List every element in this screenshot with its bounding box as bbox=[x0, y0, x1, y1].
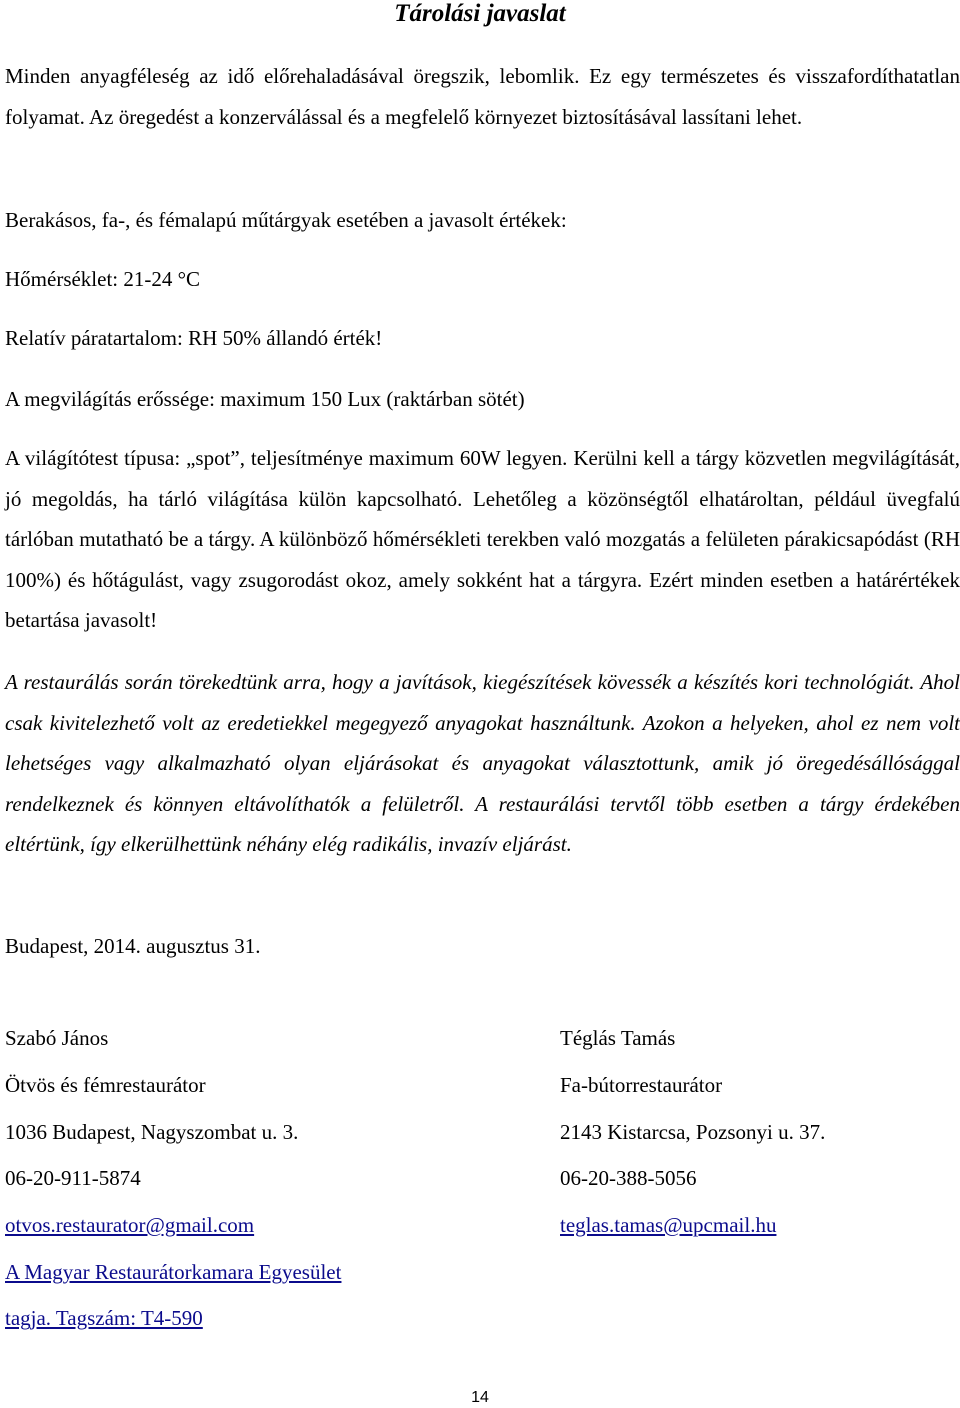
recommended-values-heading: Berakásos, fa-, és fémalapú műtárgyak esetében a javasolt értékek: bbox=[5, 208, 567, 232]
signatory-right-email-link[interactable]: teglas.tamas@upcmail.hu bbox=[560, 1213, 777, 1237]
humidity-line: Relatív páratartalom: RH 50% állandó érték! bbox=[5, 326, 383, 350]
signatory-right-role: Fa-bútorrestaurátor bbox=[560, 1073, 723, 1097]
signatory-left-name: Szabó János bbox=[5, 1026, 109, 1050]
lighting-line: A megvilágítás erőssége: maximum 150 Lux (raktárban sötét) bbox=[5, 387, 525, 411]
signatory-right-phone: 06-20-388-5056 bbox=[560, 1166, 697, 1190]
signatory-right-name: Téglás Tamás bbox=[560, 1026, 676, 1050]
membership-link-line1[interactable]: A Magyar Restaurátorkamara Egyesület bbox=[5, 1260, 342, 1284]
page-number: 14 bbox=[471, 1389, 489, 1406]
place-date: Budapest, 2014. augusztus 31. bbox=[5, 934, 261, 958]
signatory-left-email-link[interactable]: otvos.restaurator@gmail.com bbox=[5, 1213, 255, 1237]
temperature-line: Hőmérséklet: 21-24 °C bbox=[5, 267, 201, 291]
signatory-right-address: 2143 Kistarcsa, Pozsonyi u. 37. bbox=[560, 1120, 826, 1144]
membership-link-line2[interactable]: tagja. Tagszám: T4-590 bbox=[5, 1306, 203, 1330]
lighting-details-paragraph: A világítótest típusa: „spot”, teljesítménye maximum 60W legyen. Kerülni kell a tárgy közvetlen megvilágítását, jó megoldás, ha tárló világítása külön kapcsolható. Lehetőleg a közönségtől elhatároltan, például üvegfalú tárlóban mutatható be a tárgy. A különböző hőmérsékleti terekben való mozgatás a felületen párakicsapódást (RH 100%) és hőtágulást, vagy zsugorodást okoz, amely sokként hat a tárgyra. Ezért minden esetben a határértékek betartása javasolt! bbox=[5, 446, 960, 632]
restoration-note-paragraph: A restaurálás során törekedtünk arra, hogy a javítások, kiegészítések kövessék a készítés kori technológiát. Ahol csak kivitelezhető volt az eredetiekkel megegyező anyagokat használtunk. Azokon a helyeken, ahol ez nem volt lehetséges vagy alkalmazható olyan eljárásokat és anyagokat választottunk, amik jó öregedésállósággal rendelkeznek és könnyen eltávolíthatók a felületről. A restaurálási tervtől több esetben a tárgy érdekében eltértünk, így elkerülhettünk néhány elég radikális, invazív eljárást. bbox=[5, 670, 960, 856]
intro-paragraph: Minden anyagféleség az idő előrehaladásával öregszik, lebomlik. Ez egy természetes és visszafordíthatatlan folyamat. Az öregedést a konzerválással és a megfelelő környezet biztosításával lassítani lehet. bbox=[5, 64, 960, 129]
signatory-left-role: Ötvös és fémrestaurátor bbox=[5, 1073, 206, 1097]
signatory-left-address: 1036 Budapest, Nagyszombat u. 3. bbox=[5, 1120, 299, 1144]
page-title: Tárolási javaslat bbox=[394, 0, 566, 27]
signatory-left-phone: 06-20-911-5874 bbox=[5, 1166, 141, 1190]
